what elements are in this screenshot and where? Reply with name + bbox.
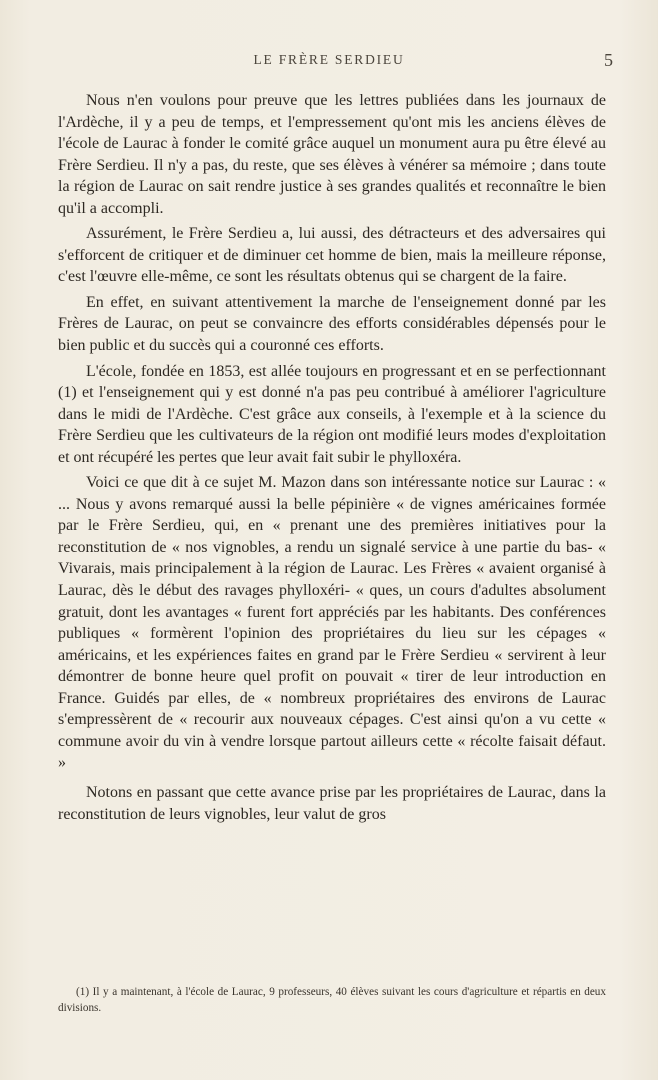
page-number: 5 [604, 50, 613, 70]
paragraph: Assurément, le Frère Serdieu a, lui aussi, des détracteurs et des adversaires qui s'efforcent de critiquer et de diminuer cet homme de bien, mais la meilleure réponse, c'est l'œuvre elle-même, ce sont les résultats obtenus qui se chargent de la faire. [58, 225, 606, 286]
footnote: (1) Il y a maintenant, à l'école de Laurac, 9 professeurs, 40 élèves suivant les cours d'agriculture et répartis en deux divisions. [58, 986, 606, 1014]
paragraph: Nous n'en voulons pour preuve que les lettres publiées dans les journaux de l'Ardèche, il y a peu de temps, et l'empressement qu'ont mis les anciens élèves de l'école de Laurac à fonder le comité grâce auquel un monument aura pu être élevé au Frère Serdieu. Il n'y a pas, du reste, que ses élèves à vénérer sa mémoire ; dans toute la région de Laurac on sait rendre justice à ses grandes qualités et reconnaître le bien qu'il a accompli. [58, 92, 606, 217]
paragraph: Notons en passant que cette avance prise par les propriétaires de Laurac, dans la reconstitution de leurs vignobles, leur valut de gros [58, 783, 606, 823]
paragraph: En effet, en suivant attentivement la marche de l'enseignement donné par les Frères de Laurac, on peut se convaincre des efforts considérables dépensés pour le bien public et du succès qui a couronné ces efforts. [58, 293, 606, 355]
paragraph: L'école, fondée en 1853, est allée toujours en progressant et en se perfectionnant (1) et l'enseignement qui y est donné n'a pas peu contribué à améliorer l'agriculture dans le midi de l'Ardèche. C'est grâce aux conseils, à l'exemple et à la science du Frère Serdieu que les cultivateurs de la région ont modifié leurs modes d'exploitation et ont récupéré les pertes que leur avait fait subir le phylloxéra. [58, 362, 606, 466]
body-text [58, 90, 606, 829]
running-header [0, 50, 658, 72]
quoted-paragraph: Voici ce que dit à ce sujet M. Mazon dans son intéressante notice sur Laurac : « ... Nous y avons remarqué aussi la belle pépinière « de vignes américaines formée par le Frère Serdieu, qui, en « prenant une des premières initiatives pour la reconstitution de « nos vignobles, a rendu un signalé service à une partie du bas- « Vivarais, mais principalement à la région de Laurac. Les Frères « avaient organisé à Laurac, dès le début des ravages phylloxéri- « ques, un cours d'adultes absolument gratuit, dont les avantages « furent fort appréciés par les habitants. Des conférences publiques « formèrent l'opinion des propriétaires du lieu sur les cépages « américains, et les expériences faites en grand par le Frère Serdieu « servirent à leur démontrer de bonne heure quel profit on pouvait « tirer de leur introduction en France. Guidés par elles, de « nombreux propriétaires des environs de Laurac s'empressèrent de « recourir aux nouveaux cépages. C'est ainsi qu'on a vu cette « commune avoir du vin à vendre lorsque partout ailleurs cette « récolte faisait défaut. » [58, 474, 606, 772]
running-title: LE FRÈRE SERDIEU [253, 52, 405, 67]
